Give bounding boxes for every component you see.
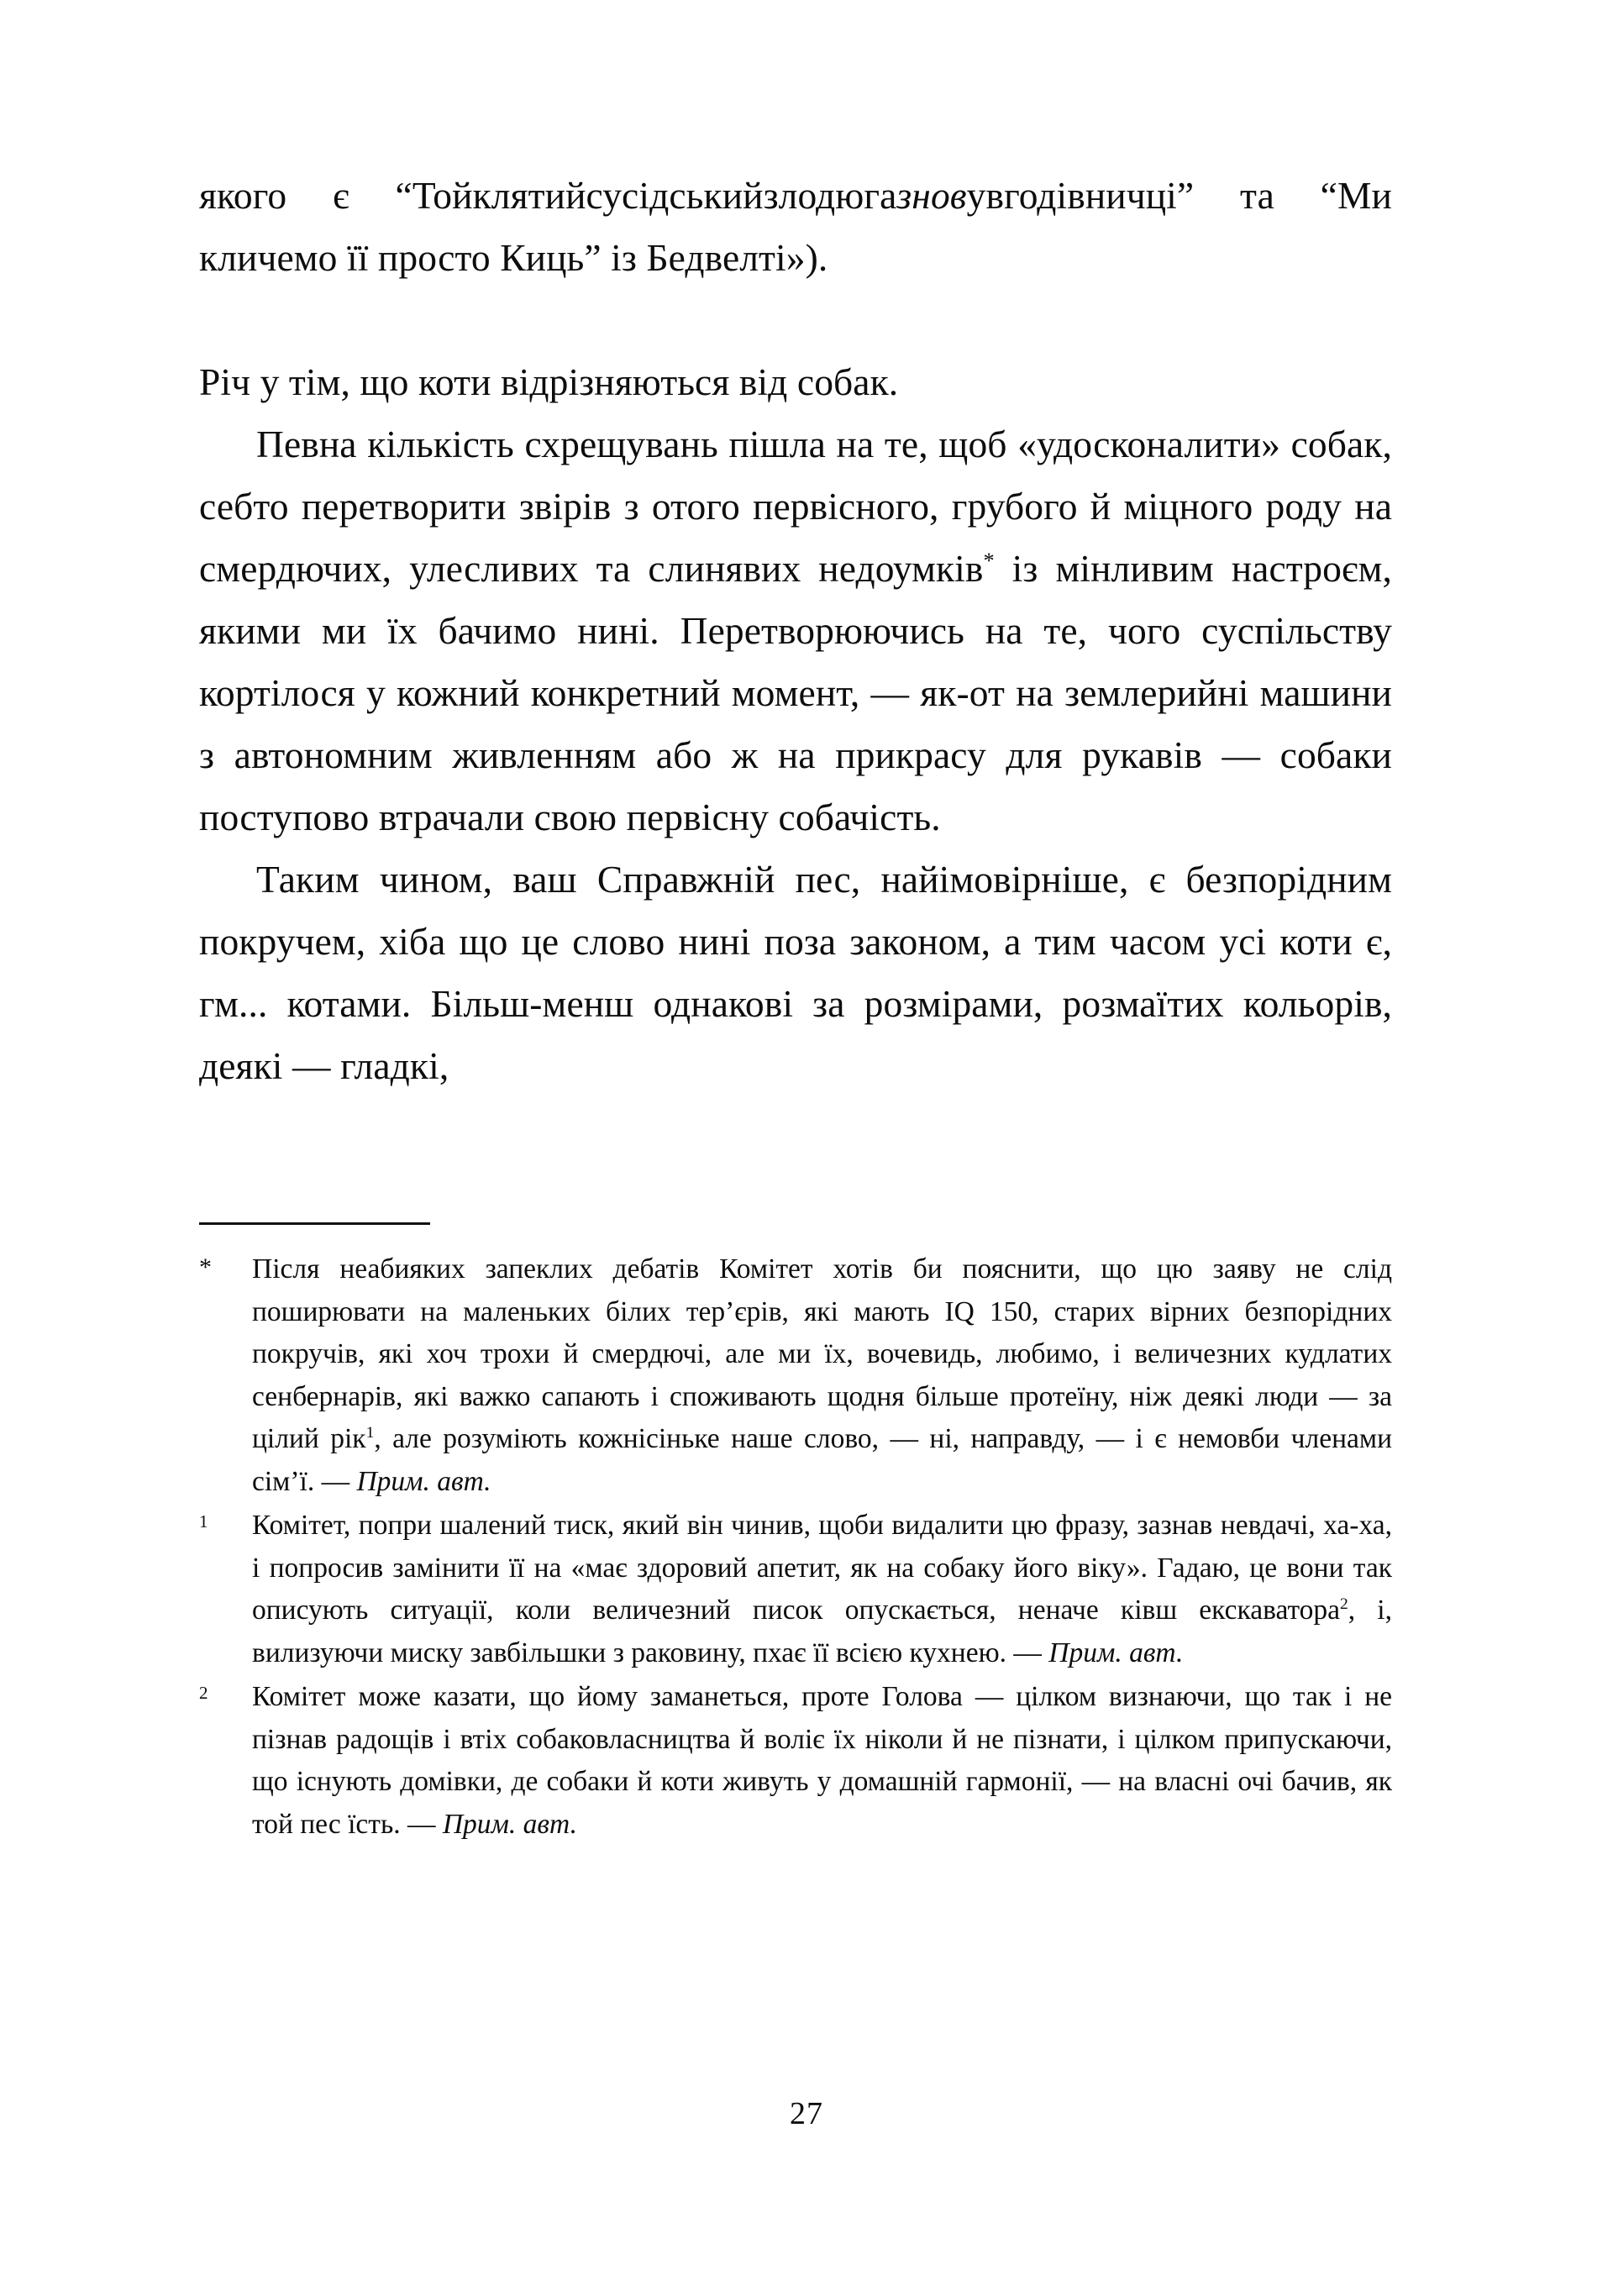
body-paragraph: [199, 849, 1392, 1097]
footnote-marker: 1: [199, 1511, 208, 1532]
text-run: Комітет може казати, що йому заманеться, проте Голова — цілком визнаючи, що так і не пізнав радощів і втіх собаковласництва й воліє їх ніколи й не пізнати, і цілком припускаючи, що існують домівки, де собаки й коти живуть у домашній гармонії, — на власні очі бачив, як той пес їсть. —: [252, 1681, 1392, 1840]
emphasis-text: Прим. авт.: [356, 1465, 491, 1497]
text-run: Комітет, попри шалений тиск, який він чинив, щоби видалити цю фразу, зазнав невдачі, ха-ха, і попросив замінити її на «має здоровий апетит, як на собаку його віку». Гадаю, це вони так описують ситуації, коли величезний писок опускається, неначе ківш екскаватора: [252, 1510, 1392, 1626]
footnote-reference-marker: 1: [365, 1423, 375, 1442]
body-paragraph: [199, 413, 1392, 849]
footnote-block: [199, 1222, 1392, 1847]
text-run: увгодівничці” та “Ми кличемо її просто Киць” із Бедвелті»).: [199, 174, 1392, 279]
page-number: 27: [790, 2096, 823, 2131]
footnote-text: [252, 1681, 1392, 1840]
emphasis-text: Прим. авт.: [1048, 1637, 1184, 1668]
body-paragraph: [199, 351, 1392, 413]
text-run: із мінливим настроєм, якими ми їх бачимо нині. Перетворюючись на те, чого суспільству кортілося у кожний конкретний момент, — як-от на землерийні машини з автономним живленням або ж на прикрасу для рукавів — собаки поступово втрачали свою первісну собачість.: [199, 547, 1393, 838]
footnote-item: [199, 1505, 1392, 1674]
body-text-block: [199, 165, 1392, 1097]
text-run: Після неабияких запеклих дебатів Комітет хотів би пояснити, що цю заяву не слід поширювати на маленьких білих тер’єрів, які мають IQ 150, старих вірних безпорідних покручів, які хоч трохи й смердючі, але ми їх, вочевидь, любимо, і величезних кудлатих сенбернарів, які важко сапають і споживають щодня більше протеїну, ніж деякі люди — за цілий рік: [252, 1253, 1392, 1454]
footnote-text: [252, 1253, 1392, 1497]
emphasis-text: Прим. авт.: [442, 1808, 577, 1840]
footnote-reference-marker: 2: [1340, 1595, 1348, 1613]
footnote-marker: *: [199, 1253, 212, 1281]
footnote-list: [199, 1248, 1392, 1846]
text-run: Річ у тім, що коти відрізняються від собак.: [199, 360, 899, 403]
footnote-marker: 2: [199, 1683, 208, 1703]
footnote-reference-marker: *: [983, 547, 995, 573]
text-run: Таким чином, ваш Справжній пес, найімовірніше, є безпорідним покручем, хіба що це слово нині поза законом, а тим часом усі коти є, гм... котами. Більш-менш однакові за розмірами, розмаїтих кольорів, деякі — гладкі,: [199, 858, 1392, 1087]
footnote-separator-rule: [199, 1222, 430, 1225]
body-paragraph: [199, 165, 1392, 289]
text-run: , і, вилизуючи миску завбільшки з раковину, пхає її всією кухнею. —: [252, 1595, 1392, 1668]
text-run: , але розуміють кожнісіньке наше слово, — ні, направду, — і є немовби членами сім’ї. —: [252, 1423, 1392, 1497]
text-run: Певна кількість схрещувань пішла на те, щоб «удосконалити» собак, себто перетворити звірів з отого первісного, грубого й міцного роду на смердючих, улесливих та слинявих недоумків: [199, 423, 1392, 590]
footnote-item: [199, 1676, 1392, 1846]
emphasis-text: знов: [896, 174, 967, 217]
text-run: якого є “Тойклятийсусідськийзлодюга: [199, 174, 897, 217]
footnote-text: [252, 1510, 1392, 1668]
footnote-item: [199, 1248, 1392, 1503]
